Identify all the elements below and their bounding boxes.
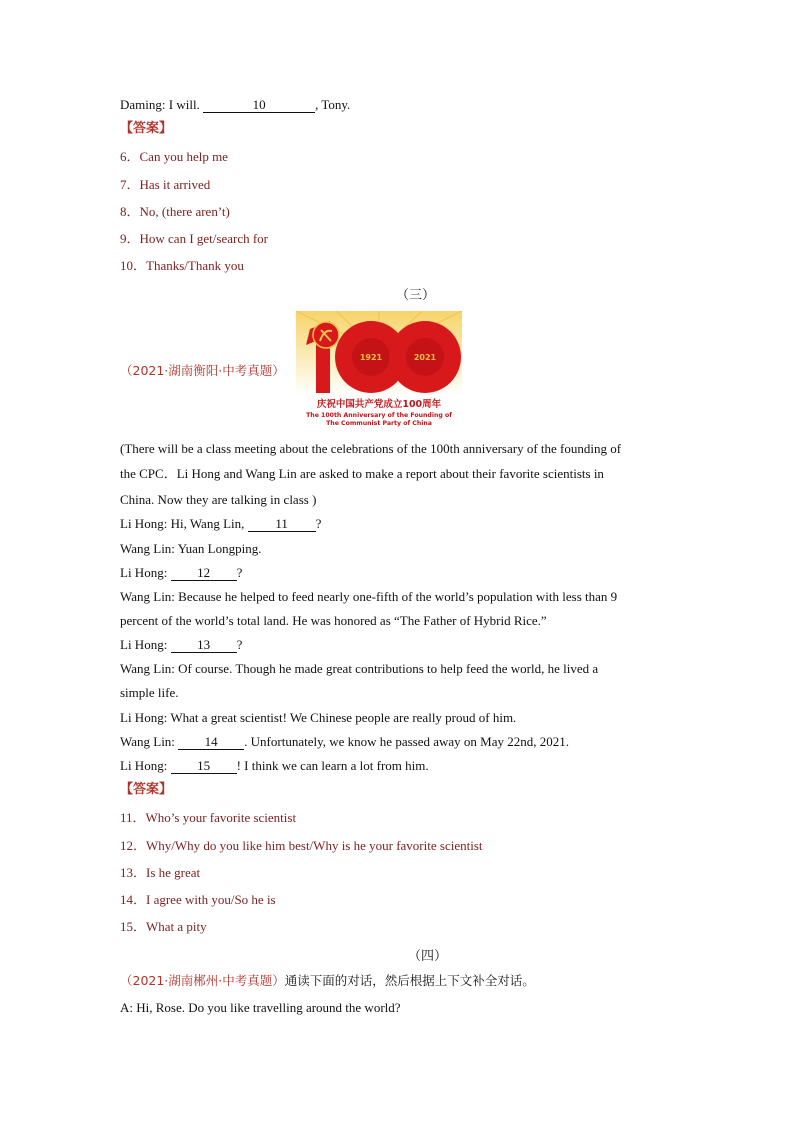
speaker: Wang Lin: bbox=[120, 589, 175, 604]
blank-10: 10 bbox=[203, 98, 315, 113]
answer-item: 14．I agree with you/So he is bbox=[120, 892, 276, 907]
dialogue-text: I will. bbox=[168, 97, 200, 112]
answer-item: 6．Can you help me bbox=[120, 149, 228, 164]
dialogue-line-10 bbox=[120, 96, 350, 114]
speaker: Li Hong: bbox=[120, 710, 168, 725]
dialogue-line-13 bbox=[120, 636, 242, 654]
intro-text: the CPC．Li Hong and Wang Lin are asked to make a report about their favorite scientists in bbox=[120, 466, 604, 481]
section-numeral-3: （三） bbox=[396, 288, 436, 303]
speaker: Daming: bbox=[120, 97, 166, 112]
dialogue-text: Of course. Though he made great contributions to help feed the world, he lived a bbox=[178, 661, 599, 676]
dialogue-text: Hi, Wang Lin, bbox=[170, 516, 245, 531]
speaker: Wang Lin: bbox=[120, 541, 175, 556]
blank-11: 11 bbox=[248, 517, 316, 532]
dialogue-text: , Tony. bbox=[315, 97, 351, 112]
answer-item: 9．How can I get/search for bbox=[120, 231, 268, 246]
speaker: Li Hong: bbox=[120, 516, 168, 531]
logo-caption-en1: The 100th Anniversary of the Founding of bbox=[306, 412, 452, 419]
blank-13: 13 bbox=[171, 638, 237, 653]
dialogue-line bbox=[120, 540, 261, 558]
instruction-text: 通读下面的对话，然后根据上下文补全对话。 bbox=[284, 973, 535, 988]
dialogue-line: A: Hi, Rose. Do you like travelling around the world? bbox=[120, 1000, 401, 1015]
logo-year-left: 1921 bbox=[359, 353, 383, 362]
dialogue-line-11 bbox=[120, 515, 321, 533]
answer-item: 12．Why/Why do you like him best/Why is he your favorite scientist bbox=[120, 838, 483, 853]
dialogue-text: ? bbox=[315, 516, 322, 531]
dialogue-text: ? bbox=[236, 637, 243, 652]
dialogue-text-cont: percent of the world’s total land. He was honored as “The Father of Hybrid Rice.” bbox=[120, 613, 547, 628]
speaker: Wang Lin: bbox=[120, 661, 175, 676]
intro-text: (There will be a class meeting about the celebrations of the 100th anniversary of the founding of bbox=[120, 441, 622, 456]
speaker: Wang Lin: bbox=[120, 734, 175, 749]
dialogue-line-15 bbox=[120, 757, 429, 775]
dialogue-text: ! I think we can learn a lot from him. bbox=[236, 758, 429, 773]
logo-caption-en2: The Communist Party of China bbox=[326, 420, 432, 427]
speaker: Li Hong: bbox=[120, 758, 168, 773]
cpc-100th-anniversary-logo bbox=[296, 311, 462, 428]
dialogue-text: . Unfortunately, we know he passed away on May 22nd, 2021. bbox=[244, 734, 569, 749]
dialogue-line bbox=[120, 660, 598, 678]
section-4-instruction-line bbox=[120, 972, 535, 990]
dialogue-text: What a great scientist! We Chinese people are really proud of him. bbox=[170, 710, 517, 725]
answer-header: 【答案】 bbox=[120, 782, 173, 797]
answer-item: 13．Is he great bbox=[120, 865, 201, 880]
answer-item: 7．Has it arrived bbox=[120, 177, 211, 192]
blank-15: 15 bbox=[171, 759, 237, 774]
dialogue-text: Yuan Longping. bbox=[177, 541, 262, 556]
dialogue-text: Because he helped to feed nearly one-fifth of the world’s population with less than 9 bbox=[178, 589, 618, 604]
dialogue-text-cont: simple life. bbox=[120, 685, 179, 700]
speaker: Li Hong: bbox=[120, 637, 168, 652]
dialogue-line-14 bbox=[120, 733, 569, 751]
blank-14: 14 bbox=[178, 735, 244, 750]
answer-item: 10．Thanks/Thank you bbox=[120, 258, 244, 273]
source-label: （2021·湖南衡阳·中考真题） bbox=[120, 363, 285, 378]
blank-12: 12 bbox=[171, 566, 237, 581]
logo-year-right: 2021 bbox=[413, 353, 437, 362]
dialogue-line bbox=[120, 709, 516, 727]
section-numeral-4: （四） bbox=[408, 949, 448, 964]
answer-item: 15．What a pity bbox=[120, 919, 207, 934]
speaker: Li Hong: bbox=[120, 565, 168, 580]
answer-item: 11．Who’s your favorite scientist bbox=[120, 810, 297, 825]
dialogue-text: ? bbox=[236, 565, 243, 580]
answer-item: 8．No, (there aren’t) bbox=[120, 204, 230, 219]
dialogue-line-12 bbox=[120, 564, 242, 582]
dialogue-line bbox=[120, 588, 617, 606]
source-label: （2021·湖南郴州·中考真题） bbox=[120, 973, 285, 988]
answer-header: 【答案】 bbox=[120, 121, 173, 136]
logo-caption-cn: 庆祝中国共产党成立100周年 bbox=[316, 399, 442, 410]
intro-text: China. Now they are talking in class ) bbox=[120, 492, 317, 507]
